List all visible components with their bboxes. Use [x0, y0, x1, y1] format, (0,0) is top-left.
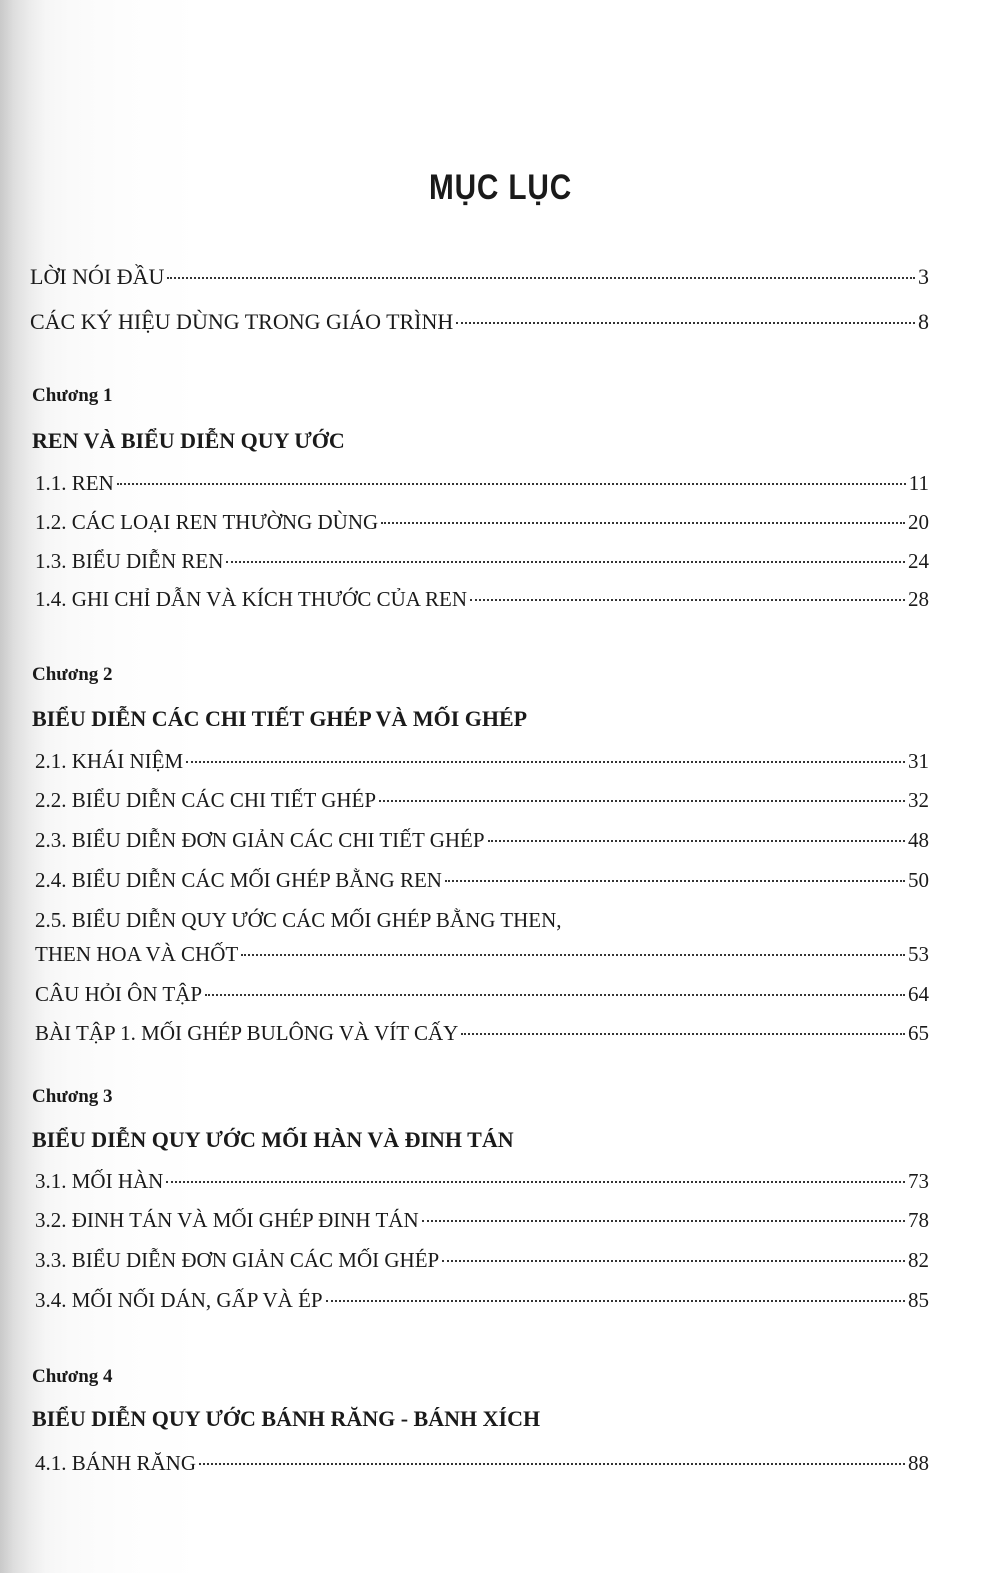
toc-entry-title: BÀI TẬP 1. MỐI GHÉP BULÔNG VÀ VÍT CẤY	[35, 1021, 459, 1045]
toc-entry[interactable]	[35, 1451, 929, 1476]
dot-leader	[226, 561, 905, 563]
toc-entry[interactable]	[35, 471, 929, 496]
toc-entry-title: 1.2. CÁC LOẠI REN THƯỜNG DÙNG	[35, 510, 379, 534]
chapter-title: REN VÀ BIỂU DIỄN QUY ƯỚC	[32, 428, 345, 453]
toc-entry-title: 3.2. ĐINH TÁN VÀ MỐI GHÉP ĐINH TÁN	[35, 1208, 419, 1232]
dot-leader	[167, 277, 915, 279]
dot-leader	[442, 1260, 905, 1262]
toc-entry[interactable]	[35, 1208, 929, 1233]
page-title: MỤC LỤC	[428, 168, 573, 207]
toc-entry[interactable]	[35, 1288, 929, 1313]
dot-leader	[470, 599, 905, 601]
toc-entry-title: 2.1. KHÁI NIỆM	[35, 749, 184, 773]
toc-entry-page: 85	[908, 1288, 929, 1312]
toc-entry-page: 3	[918, 264, 929, 289]
dot-leader	[117, 483, 906, 485]
dot-leader	[456, 322, 915, 324]
toc-entry-title: 1.1. REN	[35, 471, 114, 495]
dot-leader	[379, 800, 905, 802]
toc-entry-title: 3.3. BIỂU DIỄN ĐƠN GIẢN CÁC MỐI GHÉP	[35, 1248, 440, 1272]
toc-entry-page: 82	[908, 1248, 929, 1272]
chapter-title: BIỂU DIỄN CÁC CHI TIẾT GHÉP VÀ MỐI GHÉP	[32, 706, 528, 731]
dot-leader	[166, 1181, 905, 1183]
toc-entry-page: 8	[918, 309, 929, 334]
dot-leader	[381, 522, 905, 524]
toc-entry-title: 1.3. BIỂU DIỄN REN	[35, 549, 224, 573]
toc-entry-page: 73	[908, 1169, 929, 1193]
toc-entry-page: 53	[908, 942, 929, 966]
dot-leader	[422, 1220, 905, 1222]
dot-leader	[199, 1463, 905, 1465]
toc-entry-page: 64	[908, 982, 929, 1006]
toc-entry[interactable]	[35, 868, 929, 893]
toc-entry-page: 28	[908, 587, 929, 611]
toc-entry-page: 48	[908, 828, 929, 852]
toc-entry[interactable]	[35, 942, 929, 967]
chapter-title: BIỂU DIỄN QUY ƯỚC MỐI HÀN VÀ ĐINH TÁN	[32, 1127, 514, 1152]
toc-entry-page: 78	[908, 1208, 929, 1232]
toc-entry-title: CÂU HỎI ÔN TẬP	[35, 982, 203, 1006]
toc-entry-page: 31	[908, 749, 929, 773]
toc-entry-title: THEN HOA VÀ CHỐT	[35, 942, 239, 966]
toc-entry-title: 2.4. BIỂU DIỄN CÁC MỐI GHÉP BẰNG REN	[35, 868, 442, 892]
dot-leader	[445, 880, 905, 882]
toc-entry-title: 3.4. MỐI NỐI DÁN, GẤP VÀ ÉP	[35, 1288, 323, 1312]
toc-entry-page: 11	[908, 471, 929, 495]
dot-leader	[461, 1033, 905, 1035]
toc-entry[interactable]	[35, 549, 929, 574]
toc-entry[interactable]	[30, 264, 929, 290]
toc-entry-title: 1.4. GHI CHỈ DẪN VÀ KÍCH THƯỚC CỦA REN	[35, 587, 468, 611]
dot-leader	[326, 1300, 905, 1302]
toc-entry[interactable]	[35, 788, 929, 813]
toc-entry[interactable]	[35, 749, 929, 774]
chapter-label: Chương 3	[32, 1086, 113, 1107]
toc-entry[interactable]	[35, 982, 929, 1007]
toc-entry-page: 20	[908, 510, 929, 534]
chapter-label: Chương 4	[32, 1366, 113, 1387]
chapter-label: Chương 2	[32, 664, 113, 685]
dot-leader	[241, 954, 905, 956]
toc-entry[interactable]	[35, 587, 929, 612]
toc-entry-title-line1: 2.5. BIỂU DIỄN QUY ƯỚC CÁC MỐI GHÉP BẰNG THEN,	[35, 908, 562, 932]
chapter-label: Chương 1	[32, 385, 113, 406]
toc-entry-page: 65	[908, 1021, 929, 1045]
dot-leader	[205, 994, 905, 996]
toc-entry-page: 50	[908, 868, 929, 892]
toc-entry[interactable]	[35, 1169, 929, 1194]
toc-entry-title: LỜI NÓI ĐẦU	[30, 264, 165, 289]
toc-entry-page: 88	[908, 1451, 929, 1475]
toc-entry-page: 24	[908, 549, 929, 573]
toc-entry-title: CÁC KÝ HIỆU DÙNG TRONG GIÁO TRÌNH	[30, 309, 454, 334]
toc-entry[interactable]	[35, 1021, 929, 1046]
chapter-title: BIỂU DIỄN QUY ƯỚC BÁNH RĂNG - BÁNH XÍCH	[32, 1406, 541, 1431]
toc-entry[interactable]	[35, 1248, 929, 1273]
toc-entry-title: 4.1. BÁNH RĂNG	[35, 1451, 197, 1475]
dot-leader	[488, 840, 905, 842]
toc-entry[interactable]	[35, 828, 929, 853]
dot-leader	[186, 761, 905, 763]
toc-entry-title: 2.3. BIỂU DIỄN ĐƠN GIẢN CÁC CHI TIẾT GHÉP	[35, 828, 485, 852]
toc-entry[interactable]	[30, 309, 929, 335]
toc-entry-page: 32	[908, 788, 929, 812]
toc-entry[interactable]	[35, 510, 929, 535]
toc-entry-title: 2.2. BIỂU DIỄN CÁC CHI TIẾT GHÉP	[35, 788, 377, 812]
toc-entry-title: 3.1. MỐI HÀN	[35, 1169, 164, 1193]
